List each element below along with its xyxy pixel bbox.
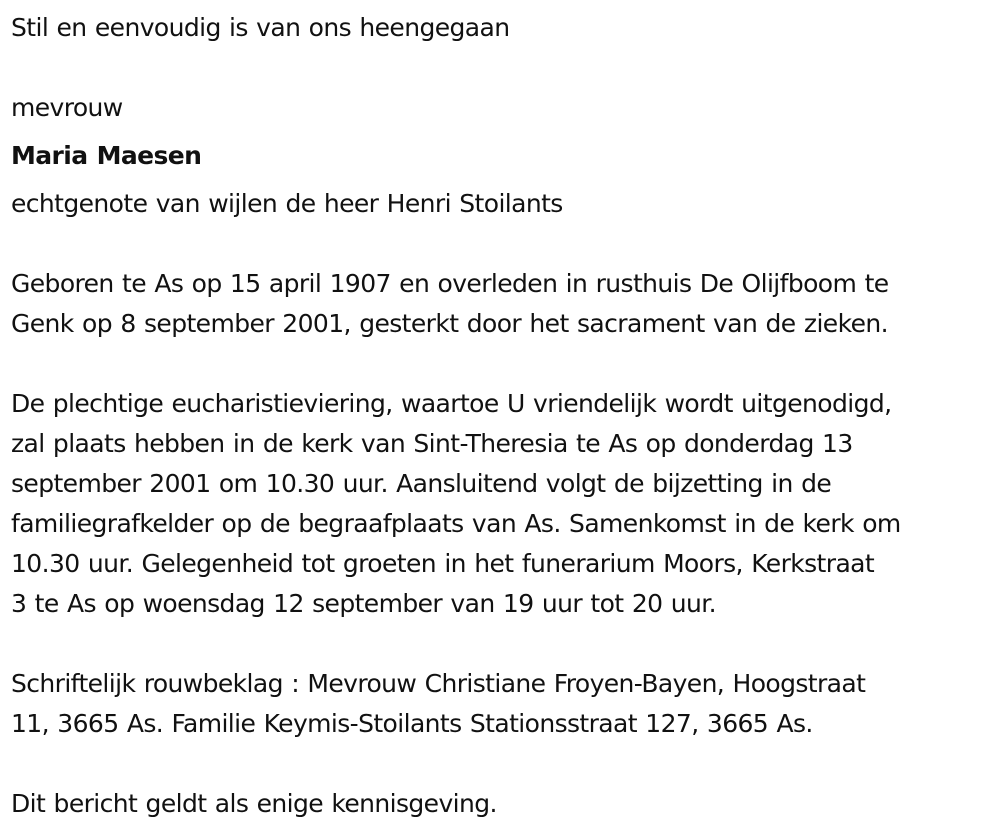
paragraph-line: zal plaats hebben in de kerk van Sint-Theresia te As op donderdag 13 xyxy=(11,429,853,458)
deceased-name: Maria Maesen xyxy=(11,141,202,170)
paragraph-line: De plechtige eucharistieviering, waartoe U vriendelijk wordt uitgenodigd, xyxy=(11,389,892,418)
spacer xyxy=(11,624,996,664)
paragraph-line: Geboren te As op 15 april 1907 en overleden in rusthuis De Olijfboom te xyxy=(11,269,889,298)
spouse-line: echtgenote van wijlen de heer Henri Stoilants xyxy=(11,189,563,218)
ceremony-paragraph xyxy=(11,384,996,624)
birth-death-paragraph xyxy=(11,264,996,344)
closing-line: Dit bericht geldt als enige kennisgeving. xyxy=(11,789,497,818)
spacer xyxy=(11,48,996,88)
paragraph-line: 10.30 uur. Gelegenheid tot groeten in het funerarium Moors, Kerkstraat xyxy=(11,549,875,578)
intro-line: Stil en eenvoudig is van ons heengegaan xyxy=(11,13,510,42)
honorific: mevrouw xyxy=(11,93,123,122)
death-notice xyxy=(11,8,996,824)
spacer xyxy=(11,224,996,264)
condolences-paragraph xyxy=(11,664,996,744)
paragraph-line: Schriftelijk rouwbeklag : Mevrouw Christiane Froyen-Bayen, Hoogstraat xyxy=(11,669,866,698)
paragraph-line: september 2001 om 10.30 uur. Aansluitend volgt de bijzetting in de xyxy=(11,469,832,498)
spacer xyxy=(11,344,996,384)
paragraph-line: familiegrafkelder op de begraafplaats van As. Samenkomst in de kerk om xyxy=(11,509,901,538)
paragraph-line: 3 te As op woensdag 12 september van 19 uur tot 20 uur. xyxy=(11,589,717,618)
paragraph-line: 11, 3665 As. Familie Keymis-Stoilants Stationsstraat 127, 3665 As. xyxy=(11,709,813,738)
spacer xyxy=(11,744,996,784)
paragraph-line: Genk op 8 september 2001, gesterkt door het sacrament van de zieken. xyxy=(11,309,888,338)
